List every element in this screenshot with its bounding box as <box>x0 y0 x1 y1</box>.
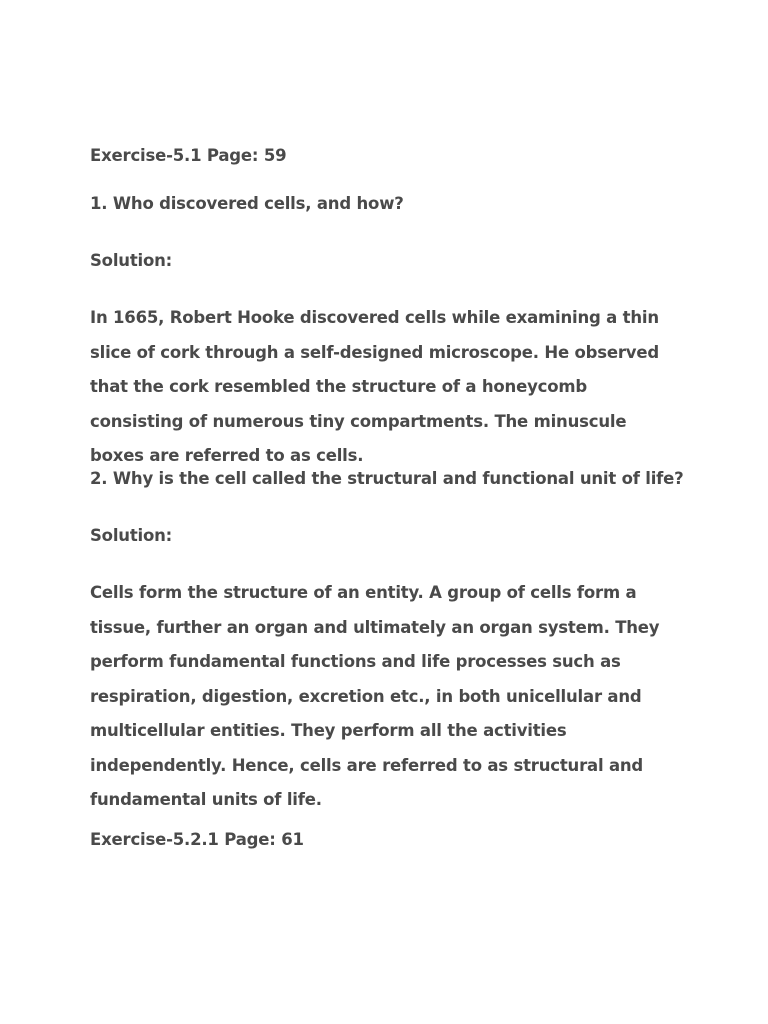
solution-label-2: Solution: <box>90 526 173 545</box>
exercise-heading: Exercise-5.1 Page: 59 <box>90 146 287 165</box>
exercise-heading-2: Exercise-5.2.1 Page: 61 <box>90 830 304 849</box>
answer-2-paragraph: Cells form the structure of an entity. A group of cells form a tissue, further an organ and ultimately an organ system. They perform fundamental functions and life processes such as respiration, digestion, excretion etc., in both unicellular and multicellular entities. They perform all the activities independently. Hence, cells are referred to as structural and fundamental units of life. <box>90 583 660 809</box>
answer-1-paragraph: In 1665, Robert Hooke discovered cells while examining a thin slice of cork through a self-designed microscope. He observed that the cork resembled the structure of a honeycomb consisting of numerous tiny compartments. The minuscule boxes are referred to as cells. <box>90 308 659 465</box>
question-1: 1. Who discovered cells, and how? <box>90 194 404 213</box>
solution-label-1: Solution: <box>90 251 173 270</box>
question-2: 2. Why is the cell called the structural and functional unit of life? <box>90 469 684 488</box>
